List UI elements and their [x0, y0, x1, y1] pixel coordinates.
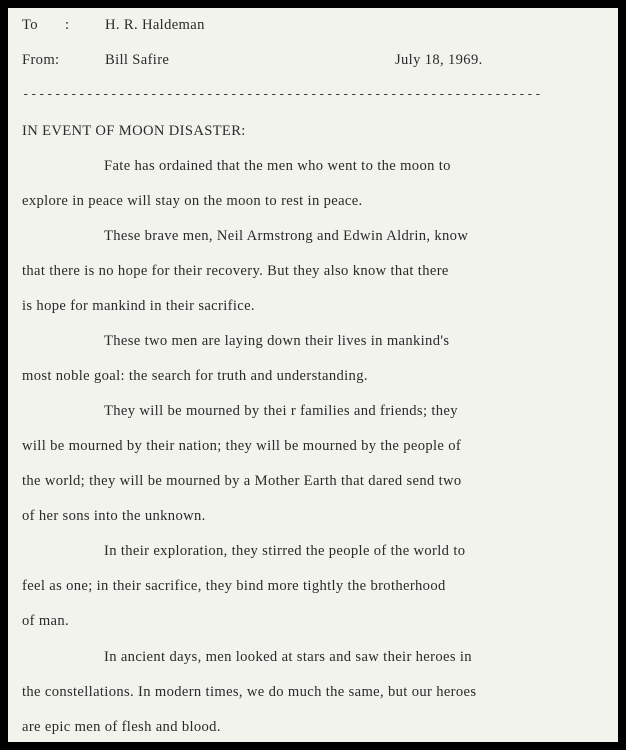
paragraph-3-line-2: most noble goal: the search for truth and understanding. — [22, 368, 368, 384]
to-label: To — [22, 17, 38, 33]
paragraph-2-line-1: These brave men, Neil Armstrong and Edwin Aldrin, know — [104, 228, 469, 244]
paragraph-5-line-1: In their exploration, they stirred the people of the world to — [104, 543, 466, 559]
paragraph-4-line-3: the world; they will be mourned by a Mother Earth that dared send two — [22, 473, 462, 489]
from-sender: Bill Safire — [105, 52, 170, 68]
memo-date: July 18, 1969. — [395, 52, 483, 68]
paragraph-2-line-2: that there is no hope for their recovery. But they also know that there — [22, 263, 449, 279]
paragraph-4-line-2: will be mourned by their nation; they will be mourned by the people of — [22, 438, 462, 454]
to-recipient: H. R. Haldeman — [105, 17, 205, 33]
paragraph-6-line-1: In ancient days, men looked at stars and saw their heroes in — [104, 649, 472, 665]
memo-heading: IN EVENT OF MOON DISASTER: — [22, 123, 246, 139]
paragraph-5-line-3: of man. — [22, 613, 70, 629]
paragraph-3-line-1: These two men are laying down their lives in mankind's — [104, 333, 450, 349]
paragraph-4-line-1: They will be mourned by thei r families and friends; they — [104, 403, 458, 419]
paragraph-2-line-3: is hope for mankind in their sacrifice. — [22, 298, 255, 314]
paragraph-6-line-3: are epic men of flesh and blood. — [22, 719, 221, 735]
paragraph-1-line-2: explore in peace will stay on the moon to rest in peace. — [22, 193, 363, 209]
paragraph-4-line-4: of her sons into the unknown. — [22, 508, 206, 524]
divider-line: ----------------------------------------------------------------- — [22, 88, 543, 102]
paragraph-1-line-1: Fate has ordained that the men who went to the moon to — [104, 158, 451, 174]
to-colon: : — [65, 17, 70, 33]
paragraph-5-line-2: feel as one; in their sacrifice, they bind more tightly the brotherhood — [22, 578, 446, 594]
from-label: From: — [22, 52, 60, 68]
memo-page — [8, 8, 618, 742]
paragraph-6-line-2: the constellations. In modern times, we do much the same, but our heroes — [22, 684, 477, 700]
